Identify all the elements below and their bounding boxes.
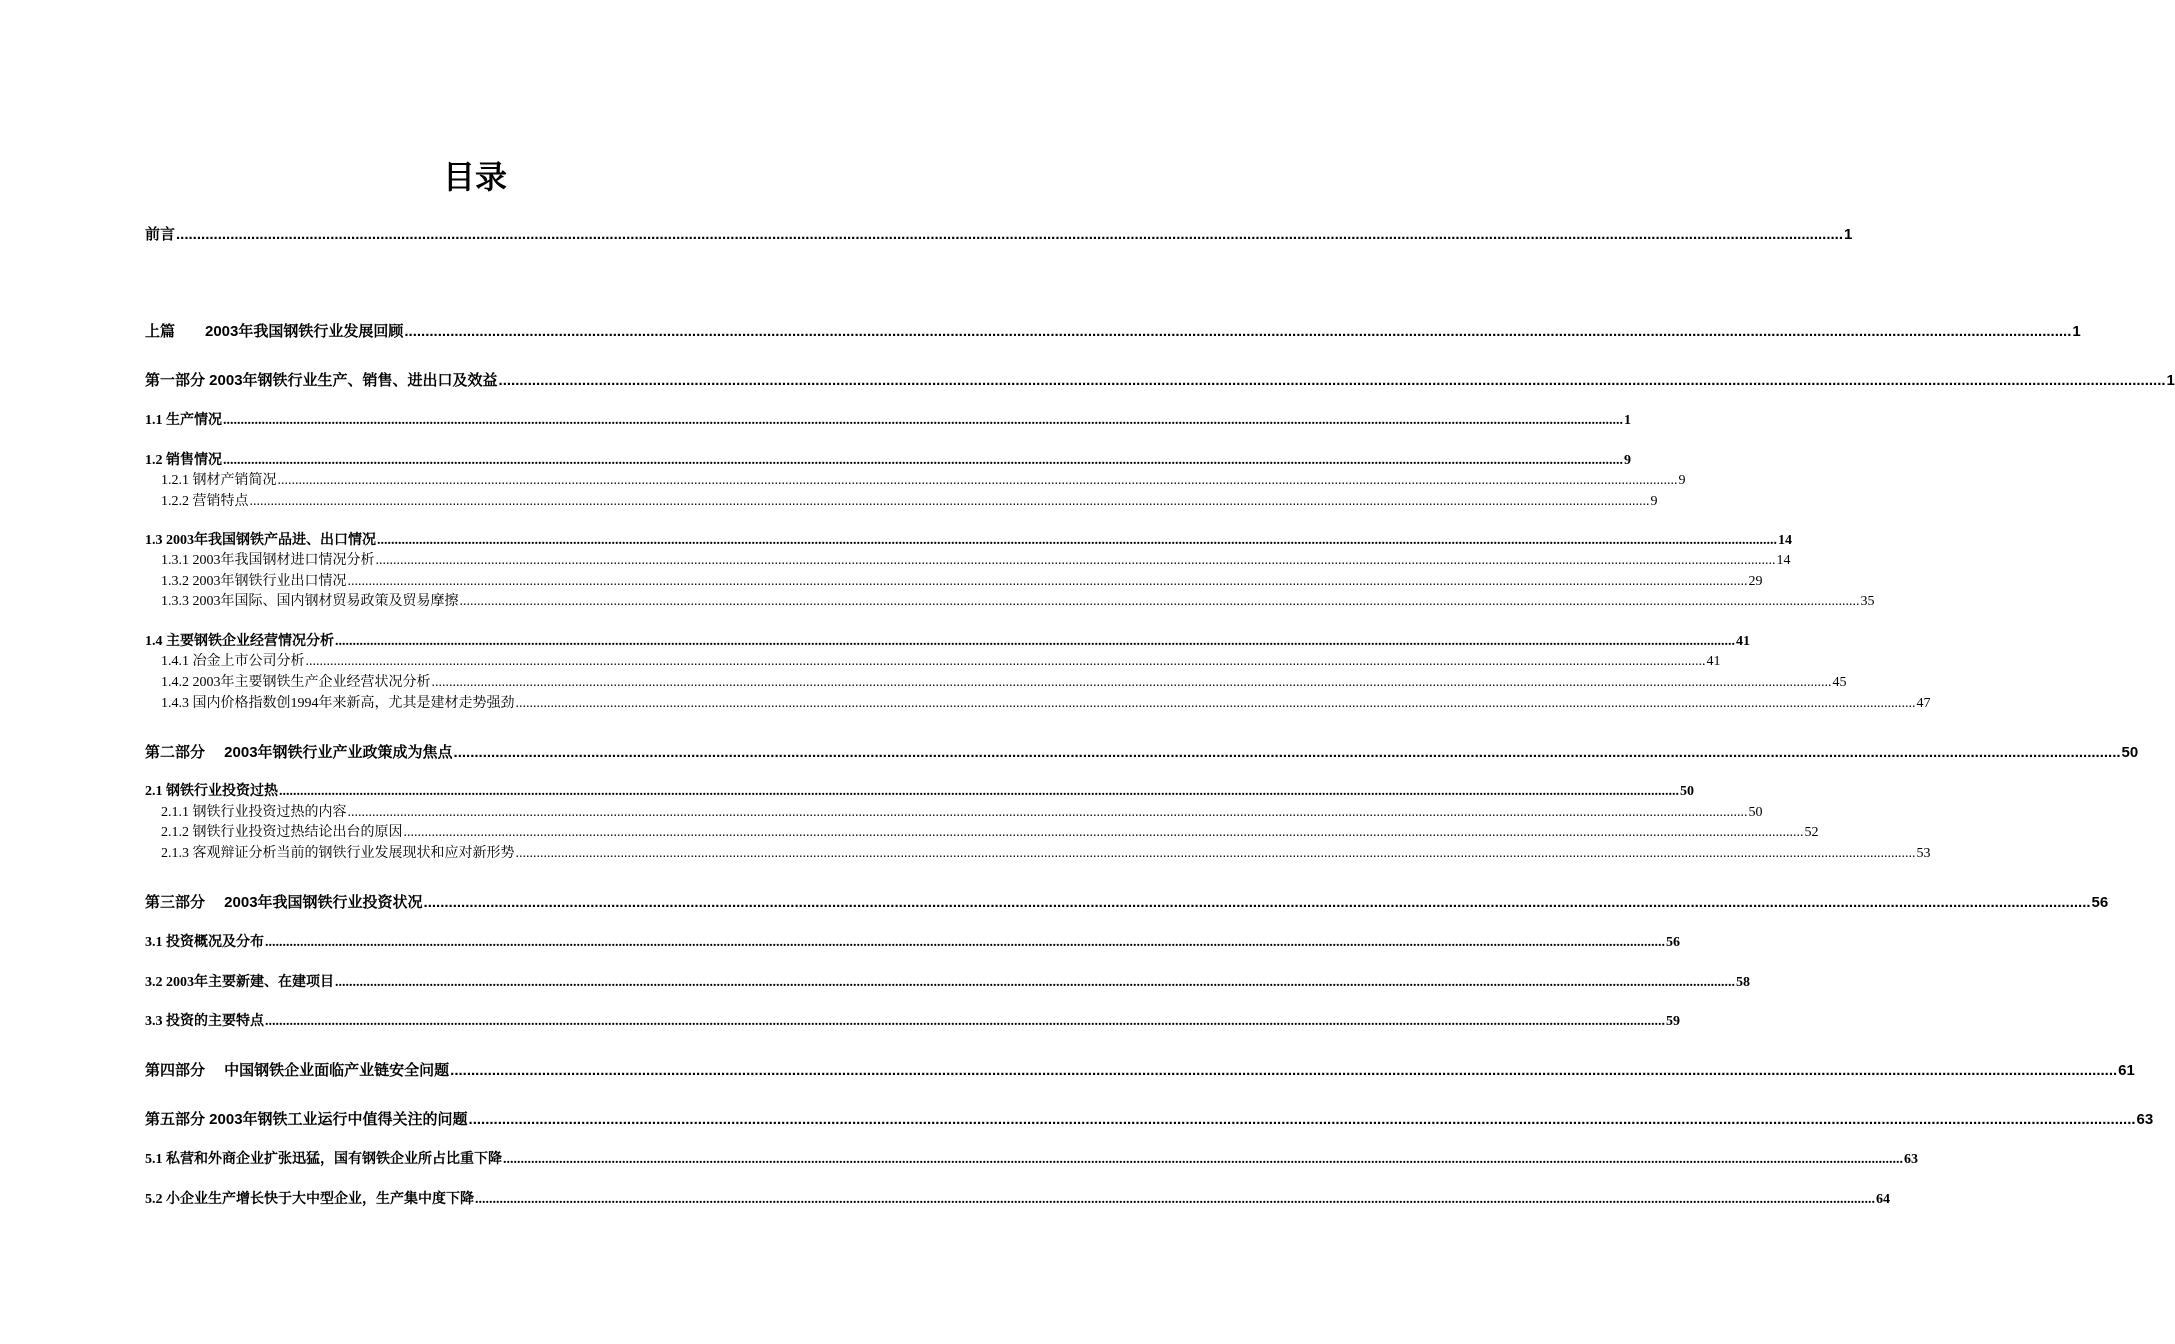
toc-entry[interactable] [161, 845, 1931, 863]
toc-entry[interactable] [145, 371, 2175, 391]
toc-entry-page: 50 [2121, 744, 2139, 761]
toc-entry-page: 64 [1876, 1192, 1890, 1207]
toc-entry-label: 1.2.1 钢材产销简况 [161, 473, 277, 488]
toc-entry-page: 41 [1736, 634, 1750, 649]
toc-entry[interactable] [145, 532, 1792, 550]
toc-entry-label: 1.4 主要钢铁企业经营情况分析 [145, 634, 334, 649]
toc-entry-page: 50 [1680, 784, 1694, 799]
toc-entry-label: 第三部分 2003年我国钢铁行业投资状况 [145, 894, 423, 911]
toc-entry[interactable] [145, 633, 1750, 651]
toc-dot-leader: ................................................................................................................................................................................................................................................................................................................................................................................................................ [265, 935, 1665, 950]
toc-entry[interactable] [161, 552, 1791, 570]
toc-entry[interactable] [145, 412, 1631, 430]
toc-entry[interactable] [161, 674, 1847, 692]
toc-entry-label: 1.2 销售情况 [145, 453, 222, 468]
toc-entry-page: 53 [1916, 846, 1931, 861]
toc-entry-label: 1.3.2 2003年钢铁行业出口情况 [161, 574, 347, 589]
toc-entry-label: 1.3 2003年我国钢铁产品进、出口情况 [145, 533, 376, 548]
toc-dot-leader: ................................................................................................................................................................................................................................................................................................................................................................................................................ [223, 413, 1623, 428]
toc-entry-label: 前言 [145, 226, 176, 243]
toc-entry[interactable] [161, 593, 1875, 611]
toc-entry-page: 63 [1904, 1152, 1918, 1167]
toc-dot-leader: ................................................................................................................................................................................................................................................................................................................................................................................................................ [498, 372, 2166, 389]
toc-entry-label: 3.2 2003年主要新建、在建项目 [145, 975, 334, 990]
toc-entry-page: 35 [1860, 594, 1875, 609]
toc-dot-leader: ................................................................................................................................................................................................................................................................................................................................................................................................................ [431, 675, 1832, 690]
toc-entry[interactable] [161, 695, 1931, 713]
toc-dot-leader: ................................................................................................................................................................................................................................................................................................................................................................................................................ [515, 846, 1916, 861]
toc-entry[interactable] [161, 472, 1686, 490]
toc-dot-leader: ................................................................................................................................................................................................................................................................................................................................................................................................................ [347, 805, 1748, 820]
toc-entry-label: 3.1 投资概况及分布 [145, 935, 264, 950]
toc-dot-leader: ................................................................................................................................................................................................................................................................................................................................................................................................................ [450, 1062, 2118, 1079]
toc-entry[interactable] [145, 1110, 2154, 1130]
toc-dot-leader: ................................................................................................................................................................................................................................................................................................................................................................................................................ [176, 226, 1844, 243]
toc-dot-leader: ................................................................................................................................................................................................................................................................................................................................................................................................................ [515, 696, 1916, 711]
toc-dot-leader: ................................................................................................................................................................................................................................................................................................................................................................................................................ [403, 825, 1804, 840]
toc-entry-page: 14 [1776, 553, 1791, 568]
toc-entry[interactable] [161, 804, 1763, 822]
toc-entry-page: 9 [1678, 473, 1686, 488]
toc-entry-label: 5.1 私营和外商企业扩张迅猛，国有钢铁企业所占比重下降 [145, 1152, 502, 1167]
toc-dot-leader: ................................................................................................................................................................................................................................................................................................................................................................................................................ [453, 744, 2121, 761]
toc-entry-page: 41 [1706, 654, 1721, 669]
toc-dot-leader: ................................................................................................................................................................................................................................................................................................................................................................................................................ [423, 894, 2091, 911]
toc-dot-leader: ................................................................................................................................................................................................................................................................................................................................................................................................................ [459, 594, 1860, 609]
toc-entry-label: 5.2 小企业生产增长快于大中型企业，生产集中度下降 [145, 1192, 474, 1207]
toc-dot-leader: ................................................................................................................................................................................................................................................................................................................................................................................................................ [475, 1192, 1875, 1207]
toc-dot-leader: ................................................................................................................................................................................................................................................................................................................................................................................................................ [249, 494, 1650, 509]
toc-entry[interactable] [145, 1061, 2135, 1081]
toc-entry-page: 14 [1778, 533, 1792, 548]
toc-entry-page: 52 [1804, 825, 1819, 840]
toc-entry[interactable] [145, 974, 1750, 992]
toc-dot-leader: ................................................................................................................................................................................................................................................................................................................................................................................................................ [223, 453, 1623, 468]
toc-entry-page: 9 [1650, 494, 1658, 509]
toc-entry[interactable] [145, 934, 1680, 952]
toc-dot-leader: ................................................................................................................................................................................................................................................................................................................................................................................................................ [377, 533, 1777, 548]
toc-dot-leader: ................................................................................................................................................................................................................................................................................................................................................................................................................ [468, 1111, 2136, 1128]
toc-entry-label: 2.1.2 钢铁行业投资过热结论出台的原因 [161, 825, 403, 840]
toc-entry-label: 上篇 2003年我国钢铁行业发展回顾 [145, 323, 404, 340]
toc-dot-leader: ................................................................................................................................................................................................................................................................................................................................................................................................................ [503, 1152, 1903, 1167]
toc-entry[interactable] [145, 225, 1853, 245]
toc-entry-page: 45 [1832, 675, 1847, 690]
toc-dot-leader: ................................................................................................................................................................................................................................................................................................................................................................................................................ [265, 1014, 1665, 1029]
toc-dot-leader: ................................................................................................................................................................................................................................................................................................................................................................................................................ [335, 975, 1735, 990]
toc-entry-label: 1.4.3 国内价格指数创1994年来新高，尤其是建材走势强劲 [161, 696, 515, 711]
toc-dot-leader: ................................................................................................................................................................................................................................................................................................................................................................................................................ [404, 323, 2072, 340]
toc-entry[interactable] [145, 743, 2139, 763]
toc-entry-label: 1.1 生产情况 [145, 413, 222, 428]
toc-entry-page: 1 [2072, 323, 2081, 340]
toc-entry-label: 1.4.1 冶金上市公司分析 [161, 654, 305, 669]
toc-entry[interactable] [145, 1013, 1680, 1031]
toc-entry-label: 第一部分 2003年钢铁行业生产、销售、进出口及效益 [145, 372, 498, 389]
toc-entry[interactable] [145, 1151, 1918, 1169]
toc-entry-label: 1.2.2 营销特点 [161, 494, 249, 509]
toc-entry-page: 50 [1748, 805, 1763, 820]
toc-entry-label: 1.4.2 2003年主要钢铁生产企业经营状况分析 [161, 675, 431, 690]
page-title: 目录 [442, 158, 507, 196]
toc-entry-label: 1.3.1 2003年我国钢材进口情况分析 [161, 553, 375, 568]
toc-dot-leader: ................................................................................................................................................................................................................................................................................................................................................................................................................ [305, 654, 1706, 669]
toc-entry-page: 63 [2136, 1111, 2154, 1128]
toc-entry[interactable] [161, 653, 1721, 671]
toc-entry-page: 56 [1666, 935, 1680, 950]
toc-entry-page: 29 [1748, 574, 1763, 589]
toc-entry-label: 第五部分 2003年钢铁工业运行中值得关注的问题 [145, 1111, 468, 1128]
toc-entry-label: 第四部分 中国钢铁企业面临产业链安全问题 [145, 1062, 450, 1079]
toc-entry-page: 56 [2091, 894, 2109, 911]
toc-dot-leader: ................................................................................................................................................................................................................................................................................................................................................................................................................ [277, 473, 1678, 488]
toc-dot-leader: ................................................................................................................................................................................................................................................................................................................................................................................................................ [279, 784, 1679, 799]
toc-entry-label: 3.3 投资的主要特点 [145, 1014, 264, 1029]
toc-entry[interactable] [161, 493, 1658, 511]
toc-entry[interactable] [145, 452, 1631, 470]
toc-entry-page: 59 [1666, 1014, 1680, 1029]
toc-entry-page: 58 [1736, 975, 1750, 990]
toc-entry-label: 2.1.3 客观辩证分析当前的钢铁行业发展现状和应对新形势 [161, 846, 515, 861]
toc-entry-label: 2.1 钢铁行业投资过热 [145, 784, 278, 799]
toc-entry-page: 1 [1844, 226, 1853, 243]
toc-dot-leader: ................................................................................................................................................................................................................................................................................................................................................................................................................ [335, 634, 1735, 649]
toc-entry-label: 2.1.1 钢铁行业投资过热的内容 [161, 805, 347, 820]
toc-entry[interactable] [145, 783, 1694, 801]
toc-entry[interactable] [145, 1191, 1890, 1209]
toc-entry-page: 1 [1624, 413, 1631, 428]
toc-entry-page: 47 [1916, 696, 1931, 711]
toc-entry[interactable] [145, 322, 2081, 342]
toc-entry[interactable] [161, 824, 1819, 842]
toc-entry-label: 第二部分 2003年钢铁行业产业政策成为焦点 [145, 744, 453, 761]
toc-entry-page: 61 [2118, 1062, 2135, 1079]
toc-entry[interactable] [161, 573, 1763, 591]
toc-entry-page: 9 [1624, 453, 1631, 468]
toc-dot-leader: ................................................................................................................................................................................................................................................................................................................................................................................................................ [347, 574, 1748, 589]
toc-entry[interactable] [145, 893, 2109, 913]
toc-entry-page: 1 [2166, 372, 2175, 389]
toc-dot-leader: ................................................................................................................................................................................................................................................................................................................................................................................................................ [375, 553, 1776, 568]
toc-entry-label: 1.3.3 2003年国际、国内钢材贸易政策及贸易摩擦 [161, 594, 459, 609]
